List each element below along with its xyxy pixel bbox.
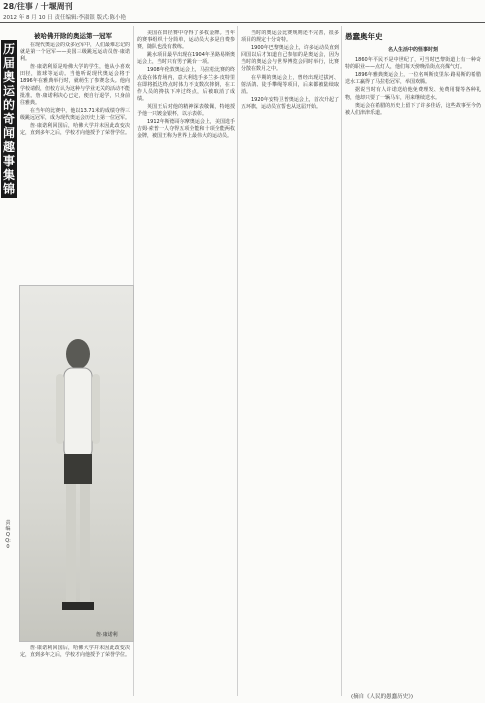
side-vertical-note: 责编QQ:0 [5, 520, 11, 550]
paragraph: 在当年的比赛中，他以13.71米的成绩夺得三级跳远冠军，成为现代奥运会历史上第一位冠军。 [20, 107, 130, 121]
header-title: 28/往事 / 十堰周刊 [3, 2, 73, 11]
subheading: 名人生活中的怪事时刻 [387, 47, 438, 53]
paragraph: 跳水项目最早出现在1904年圣路易斯奥运会上，当时只有男子跳台一项。 [137, 52, 235, 66]
side-title-char: 奇 [2, 112, 15, 126]
article-heading-left: 被哈佛开除的奥运第一冠军 [34, 32, 112, 40]
paragraph: 1908年伦敦奥运会上，马拉松比赛的终点设在体育场内，意大利选手多兰多·皮特里在即将抵达终点时体力不支数次摔倒，在工作人员的搀扶下冲过终点，后被取消了成绩。 [137, 67, 235, 102]
article-column-1 [20, 42, 130, 282]
side-title-char: 的 [2, 98, 15, 112]
paragraph: 詹·康诺利回国后，哈佛大学并未因此改变决定，直到多年之后，学校才向他授予了荣誉学位。 [20, 645, 130, 659]
page-number: 28 [3, 2, 15, 11]
paragraph: 在早期的奥运会上，曾经出现过拔河、射活鸽、徒手攀绳等项目，后来都被陆续取消。 [241, 74, 339, 95]
side-title-char: 历 [2, 42, 15, 56]
side-title-char: 事 [2, 154, 15, 168]
paragraph: 1912年斯德哥尔摩奥运会上，美国选手吉姆·索普一人夺得五项全能和十项全能两枚金牌，被国王称为世界上最伟大的运动员。 [137, 119, 235, 140]
header-meta: 2012 年 8 月 10 日 责任编辑:李淑银 版式:陈小艳 [3, 15, 126, 21]
page-header [0, 0, 485, 26]
paragraph: 据说当时有人许诺送给他免费理发、免费用餐等各种礼物，他却只要了一辆马车，用来继续送水。 [345, 87, 481, 101]
column-divider [237, 26, 238, 696]
edition-name: 十堰周刊 [40, 2, 73, 11]
article-heading-right: 愚蠢奥年史 [345, 32, 383, 41]
article-column-3 [241, 30, 339, 695]
athlete-photo-figure [42, 326, 112, 626]
article-column-2 [137, 30, 235, 695]
paragraph: 在现代奥运会的众多冠军中，人们最难忘记的就是第一个冠军——美国三级跳远运动员詹·康诺利。 [20, 42, 130, 63]
side-title-char: 闻 [2, 126, 15, 140]
paragraph: 1860年平民不是中世纪了，可当时巴黎街道上有一种奇特的职业——点灯人，他们每天傍晚沿街点亮煤气灯。 [345, 57, 481, 71]
side-title-char: 锦 [2, 182, 15, 196]
article-column-4 [345, 44, 481, 689]
paragraph: 1896年雅典奥运会上，一位名叫斯皮里东·路易斯的希腊送水工赢得了马拉松冠军，举国欢腾。 [345, 72, 481, 86]
side-title-char: 集 [2, 168, 15, 182]
side-title-char: 奥 [2, 70, 15, 84]
paragraph: 詹·康诺利原是哈佛大学的学生，他从小喜欢田径，篮球等运动。当他听说现代奥运会将于1896年在雅典举行时，就萌生了参赛念头。他向学校请假，但校方认为这种与学业无关的活动不能批准。詹·康诺利决心已定，便自行退学，只身前往雅典。 [20, 64, 130, 106]
paragraph: 奥运会在希腊的历史上留下了许多佳话，这些故事至今仍被人们津津乐道。 [345, 102, 481, 116]
section-name: 往事 [16, 2, 33, 11]
header-divider [0, 22, 485, 23]
section-side-title [1, 40, 17, 198]
article-photo [19, 285, 134, 642]
article-column-1b [20, 645, 130, 695]
side-title-char: 运 [2, 84, 15, 98]
paragraph: 美国在田径赛中夺得了多枚金牌。当年的赛事组织十分简单，运动员大多是自费参赛，随队也没有教练。 [137, 30, 235, 51]
source-note: (摘自《人民的愚蠢历史》) [351, 694, 414, 700]
paragraph: 当时的奥运会比赛规则还不完善，很多项目的规定十分奇特。 [241, 30, 339, 44]
side-title-char: 届 [2, 56, 15, 70]
side-title-char: 趣 [2, 140, 15, 154]
paragraph: 1920年安特卫普奥运会上，首次升起了五环旗，运动员宣誓也从这届开始。 [241, 96, 339, 110]
paragraph: 英国王后对他的精神深表敬佩，特地授予他一只镀金银杯，以示表彰。 [137, 103, 235, 118]
paragraph: 1900年巴黎奥运会上，许多运动员直到回国以后才知道自己参加的是奥运会，因为当时的奥运会与世界博览会同时举行，比赛分散在数月之中。 [241, 45, 339, 73]
paragraph: 詹·康诺利回国后，哈佛大学并未因此改变决定，直到多年之后，学校才向他授予了荣誉学位。 [20, 123, 130, 137]
photo-caption: 詹·康诺利 [96, 632, 118, 638]
column-divider [341, 26, 342, 696]
